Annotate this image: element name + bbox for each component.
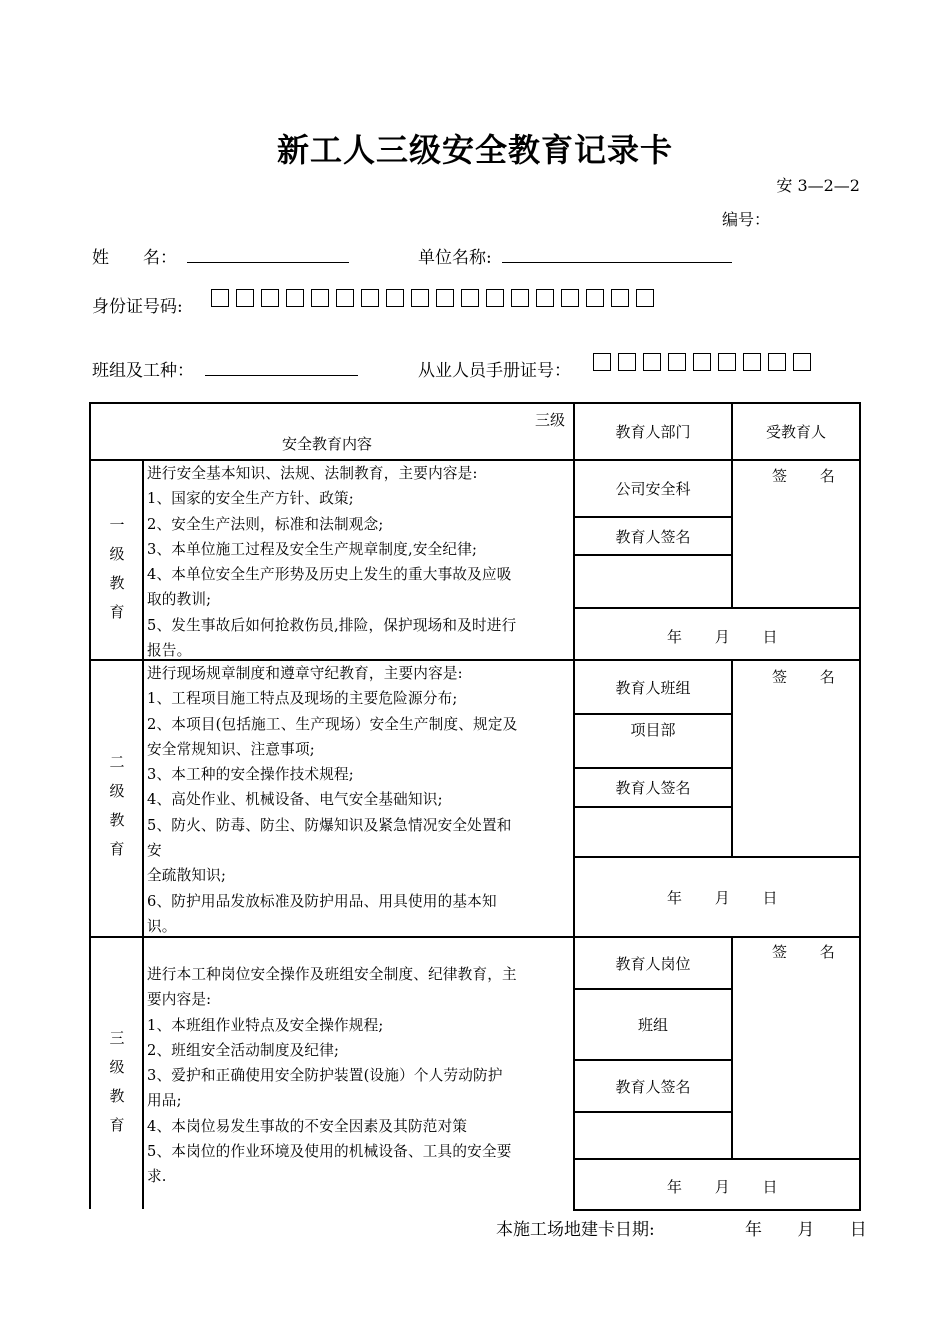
level2-sign-label: 签 名	[772, 668, 849, 686]
level2-signature-field[interactable]	[575, 808, 731, 856]
level3-signature-field[interactable]	[575, 1113, 731, 1158]
level1-dept: 公司安全科	[615, 480, 691, 498]
team-trade-field[interactable]	[205, 375, 358, 376]
level1-signer-label: 教育人签名	[615, 527, 691, 546]
level3-post: 教育人岗位	[615, 954, 691, 973]
team-trade-label: 班组及工种：	[92, 361, 194, 381]
level1-trainee-signature-field[interactable]	[733, 490, 859, 607]
handbook-number-boxes[interactable]	[593, 353, 811, 371]
serial-number-label: 编号：	[722, 210, 771, 229]
header-educator-dept: 教育人部门	[615, 423, 691, 441]
level1-date: 年 月 日	[667, 628, 778, 646]
header-trainee: 受教育人	[765, 423, 826, 441]
level1-sign-label: 签 名	[772, 467, 849, 485]
unit-name-label: 单位名称:	[418, 248, 492, 268]
level1-label: 一 级 教 育	[109, 516, 125, 621]
level2-signer-label: 教育人签名	[615, 779, 691, 797]
level3-signer-label: 教育人签名	[615, 1077, 691, 1096]
level3-trainee-signature-field[interactable]	[733, 966, 859, 1158]
name-label: 姓 名：	[92, 248, 177, 268]
level2-label: 二 级 教 育	[109, 753, 125, 858]
name-field[interactable]	[187, 262, 349, 263]
unit-name-field[interactable]	[502, 262, 732, 263]
id-number-boxes[interactable]	[211, 289, 654, 307]
handbook-number-label: 从业人员手册证号：	[418, 361, 571, 381]
header-content-label: 安全教育内容	[282, 435, 373, 453]
level3-label: 三 级 教 育	[109, 1029, 125, 1134]
level3-dept: 班组	[637, 1016, 668, 1034]
card-created-date-value: 年 月 日	[745, 1220, 867, 1240]
level3-date: 年 月 日	[667, 1178, 778, 1196]
page-title: 新工人三级安全教育记录卡	[276, 131, 673, 169]
level2-dept: 项目部	[630, 720, 676, 739]
level3-sign-label: 签 名	[772, 943, 849, 961]
level3-content: 进行本工种岗位安全操作及班组安全制度、纪律教育，主 要内容是: 1、本班组作业特点及安全操作规程; 2、班组安全活动制度及纪律; 3、爱护和正确使用安全防护装置(设施）个人劳动防护 用品; 4、本岗位易发生事故的不安全因素及其防范对策 5、本岗位的作业环境及使用的机械设备、工具的安全要 求.	[147, 966, 517, 1186]
id-number-label: 身份证号码:	[92, 297, 183, 317]
form-code: 安 3—2—2	[776, 176, 860, 195]
level2-content: 进行现场规章制度和遵章守纪教育，主要内容是: 1、工程项目施工特点及现场的主要危险源分布; 2、本项目(包括施工、生产现场）安全生产制度、规定及 安全常规知识、注意事项; 3、本工种的安全操作技术规程; 4、高处作业、机械设备、电气安全基础知识; 5、防火、防毒、防尘、防爆知识及紧急情况安全处置和 安 全疏散知识; 6、防护用品发放标准及防护用品、用具使用的基本知 识。	[147, 665, 518, 935]
card-created-date-label: 本施工场地建卡日期:	[496, 1220, 655, 1240]
level2-trainee-signature-field[interactable]	[733, 690, 859, 856]
level1-content: 进行安全基本知识、法规、法制教育，主要内容是: 1、国家的安全生产方针、政策; 2、安全生产法则，标准和法制观念; 3、本单位施工过程及安全生产规章制度,安全纪律; 4、本单位安全生产形势及历史上发生的重大事故及应吸 取的教训; 5、发生事故后如何抢救伤员,排险，保护现场和及时进行 报告。	[147, 465, 517, 660]
level1-signature-field[interactable]	[575, 556, 731, 607]
level2-team-role: 教育人班组	[615, 678, 691, 697]
header-levels-label: 三级	[535, 411, 566, 429]
level2-date: 年 月 日	[667, 889, 778, 907]
